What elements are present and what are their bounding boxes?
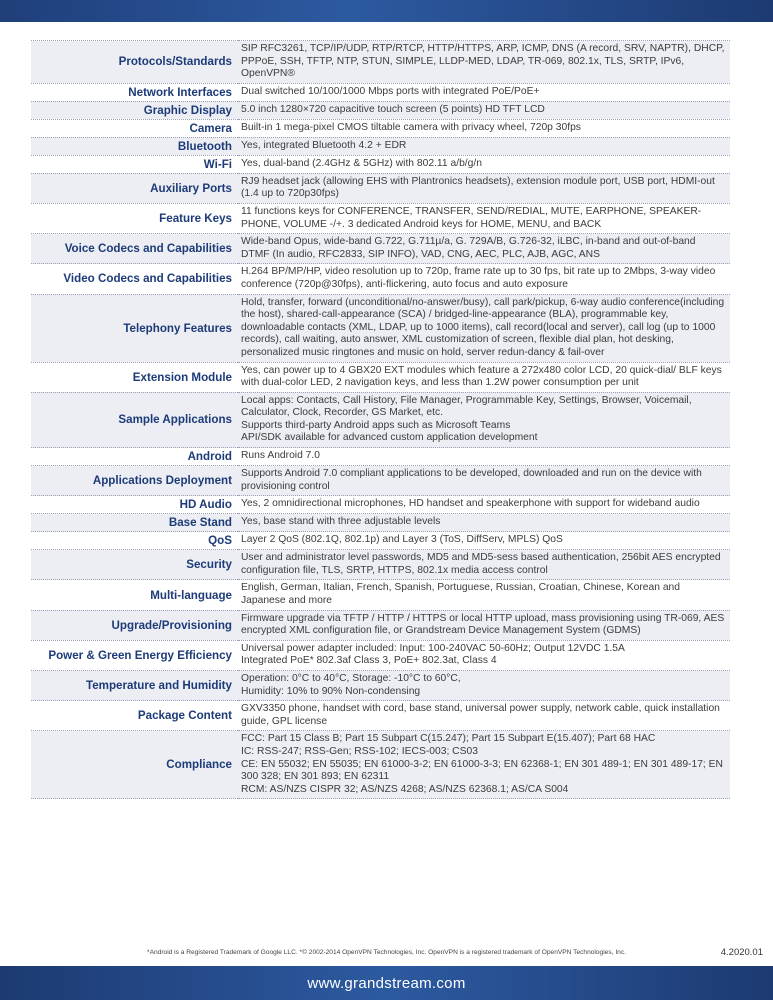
spec-label: Video Codecs and Capabilities	[31, 264, 238, 294]
spec-label: Camera	[31, 119, 238, 137]
spec-label: Base Stand	[31, 514, 238, 532]
spec-value: GXV3350 phone, handset with cord, base stand, universal power supply, network cable, quick installation guide, GPL license	[238, 701, 730, 731]
spec-value: Universal power adapter included: Input: 100-240VAC 50-60Hz; Output 12VDC 1.5A Integrated PoE* 802.3af Class 3, PoE+ 802.3at, Class 4	[238, 640, 730, 670]
spec-label: HD Audio	[31, 496, 238, 514]
spec-row	[31, 671, 730, 701]
spec-row	[31, 83, 730, 101]
spec-value: Yes, integrated Bluetooth 4.2 + EDR	[238, 137, 730, 155]
spec-value: Hold, transfer, forward (unconditional/no-answer/busy), call park/pickup, 6-way audio conference(including the host), shared-call-appearance (SCA) / bridged-line-appearance (BLA), programmable key, downloadable contacts (XML, LDAP, up to 1000 items), call record(local and server), call log (up to 1000 records), call waiting, auto answer, XML customization of screen, flexible dial plan, hot desking, personalized music ringtones and music on hold, server redun-dancy & fail-over	[238, 294, 730, 362]
spec-value: Operation: 0°C to 40°C, Storage: -10°C to 60°C, Humidity: 10% to 90% Non-condensing	[238, 671, 730, 701]
spec-row	[31, 234, 730, 264]
spec-label: Power & Green Energy Efficiency	[31, 640, 238, 670]
spec-label: Wi-Fi	[31, 155, 238, 173]
spec-label: Bluetooth	[31, 137, 238, 155]
spec-label: Extension Module	[31, 362, 238, 392]
spec-row	[31, 701, 730, 731]
spec-row	[31, 294, 730, 362]
spec-row	[31, 362, 730, 392]
spec-row	[31, 731, 730, 799]
spec-label: Upgrade/Provisioning	[31, 610, 238, 640]
spec-label: Compliance	[31, 731, 238, 799]
spec-label: Android	[31, 448, 238, 466]
spec-row	[31, 119, 730, 137]
spec-row	[31, 466, 730, 496]
spec-value: H.264 BP/MP/HP, video resolution up to 720p, frame rate up to 30 fps, bit rate up to 2Mbps, 3-way video conference (720p@30fps), anti-flickering, auto focus and auto exposure	[238, 264, 730, 294]
spec-value: Yes, base stand with three adjustable levels	[238, 514, 730, 532]
spec-row	[31, 610, 730, 640]
spec-label: Telephony Features	[31, 294, 238, 362]
spec-value: Supports Android 7.0 compliant applications to be developed, downloaded and run on the device with provisioning control	[238, 466, 730, 496]
spec-value: Built-in 1 mega-pixel CMOS tiltable camera with privacy wheel, 720p 30fps	[238, 119, 730, 137]
spec-table-body	[31, 41, 730, 799]
spec-value: Layer 2 QoS (802.1Q, 802.1p) and Layer 3 (ToS, DiffServ, MPLS) QoS	[238, 532, 730, 550]
spec-row	[31, 496, 730, 514]
spec-row	[31, 101, 730, 119]
spec-label: Auxiliary Ports	[31, 173, 238, 203]
spec-row	[31, 448, 730, 466]
spec-row	[31, 137, 730, 155]
spec-label: Multi-language	[31, 580, 238, 610]
spec-label: Protocols/Standards	[31, 41, 238, 84]
spec-label: Security	[31, 550, 238, 580]
spec-value: Runs Android 7.0	[238, 448, 730, 466]
spec-row	[31, 392, 730, 447]
spec-value: 5.0 inch 1280×720 capacitive touch screen (5 points) HD TFT LCD	[238, 101, 730, 119]
spec-label: Sample Applications	[31, 392, 238, 447]
spec-row	[31, 640, 730, 670]
spec-value: SIP RFC3261, TCP/IP/UDP, RTP/RTCP, HTTP/HTTPS, ARP, ICMP, DNS (A record, SRV, NAPTR), DHCP, PPPoE, SSH, TFTP, NTP, STUN, SIMPLE, LLDP-MED, LDAP, TR-069, 802.1x, TLS, SRTP, IPv6, OpenVPN®	[238, 41, 730, 84]
spec-row	[31, 514, 730, 532]
spec-row	[31, 173, 730, 203]
spec-value: FCC: Part 15 Class B; Part 15 Subpart C(15.247); Part 15 Subpart E(15.407); Part 68 HAC IC: RSS-247; RSS-Gen; RSS-102; IECS-003; CS03 CE: EN 55032; EN 55035; EN 61000-3-2; EN 61000-3-3; EN 62368-1; EN 301 489-1; EN 301 489-17; EN 300 328; EN 301 893; EN 62311 RCM: AS/NZS CISPR 32; AS/NZS 4268; AS/NZS 62368.1; AS/CA S004	[238, 731, 730, 799]
spec-row	[31, 203, 730, 233]
spec-value: Local apps: Contacts, Call History, File Manager, Programmable Key, Settings, Browser, Voicemail, Calculator, Clock, Recorder, GS Market, etc. Supports third-party Android apps such as Microsoft Teams API/SDK available for advanced custom application development	[238, 392, 730, 447]
spec-label: Voice Codecs and Capabilities	[31, 234, 238, 264]
spec-value: 11 functions keys for CONFERENCE, TRANSFER, SEND/REDIAL, MUTE, EARPHONE, SPEAKER-PHONE, VOLUME -/+. 3 dedicated Android keys for HOME, MENU, and BACK	[238, 203, 730, 233]
spec-label: Temperature and Humidity	[31, 671, 238, 701]
spec-label: Feature Keys	[31, 203, 238, 233]
spec-row	[31, 580, 730, 610]
spec-row	[31, 532, 730, 550]
website-link[interactable]: www.grandstream.com	[307, 974, 466, 992]
spec-value: Yes, 2 omnidirectional microphones, HD handset and speakerphone with support for wideband audio	[238, 496, 730, 514]
footer-band	[0, 966, 773, 1000]
spec-value: Dual switched 10/100/1000 Mbps ports with integrated PoE/PoE+	[238, 83, 730, 101]
spec-value: Yes, can power up to 4 GBX20 EXT modules which feature a 272x480 color LCD, 20 quick-dial/ BLF keys with dual-color LED, 2 navigation keys, and less than 1.2W power consumption per unit	[238, 362, 730, 392]
spec-value: English, German, Italian, French, Spanish, Portuguese, Russian, Croatian, Chinese, Korean and Japanese and more	[238, 580, 730, 610]
spec-row	[31, 155, 730, 173]
spec-label: Network Interfaces	[31, 83, 238, 101]
spec-value: RJ9 headset jack (allowing EHS with Plantronics headsets), extension module port, USB port, HDMI-out (1.4 up to 720p30fps)	[238, 173, 730, 203]
spec-value: Yes, dual-band (2.4GHz & 5GHz) with 802.11 a/b/g/n	[238, 155, 730, 173]
spec-label: Applications Deployment	[31, 466, 238, 496]
spec-label: Graphic Display	[31, 101, 238, 119]
header-band	[0, 0, 773, 22]
spec-table	[31, 40, 730, 799]
spec-value: User and administrator level passwords, MD5 and MD5-sess based authentication, 256bit AES encrypted configuration file, TLS, SRTP, HTTPS, 802.1x media access control	[238, 550, 730, 580]
spec-label: QoS	[31, 532, 238, 550]
document-version: 4.2020.01	[720, 947, 763, 958]
spec-value: Firmware upgrade via TFTP / HTTP / HTTPS or local HTTP upload, mass provisioning using TR-069, AES encrypted XML configuration file, or Grandstream Device Management System (GDMS)	[238, 610, 730, 640]
spec-row	[31, 41, 730, 84]
spec-label: Package Content	[31, 701, 238, 731]
spec-row	[31, 550, 730, 580]
trademark-footnote: *Android is a Registered Trademark of Google LLC. *© 2002-2014 OpenVPN Technologies, Inc. OpenVPN is a registered trademark of OpenVPN Technologies, Inc.	[147, 949, 626, 956]
spec-value: Wide-band Opus, wide-band G.722, G.711µ/a, G. 729A/B, G.726-32, iLBC, in-band and out-of-band DTMF (In audio, RFC2833, SIP INFO), VAD, CNG, AEC, PLC, AJB, AGC, ANS	[238, 234, 730, 264]
spec-row	[31, 264, 730, 294]
